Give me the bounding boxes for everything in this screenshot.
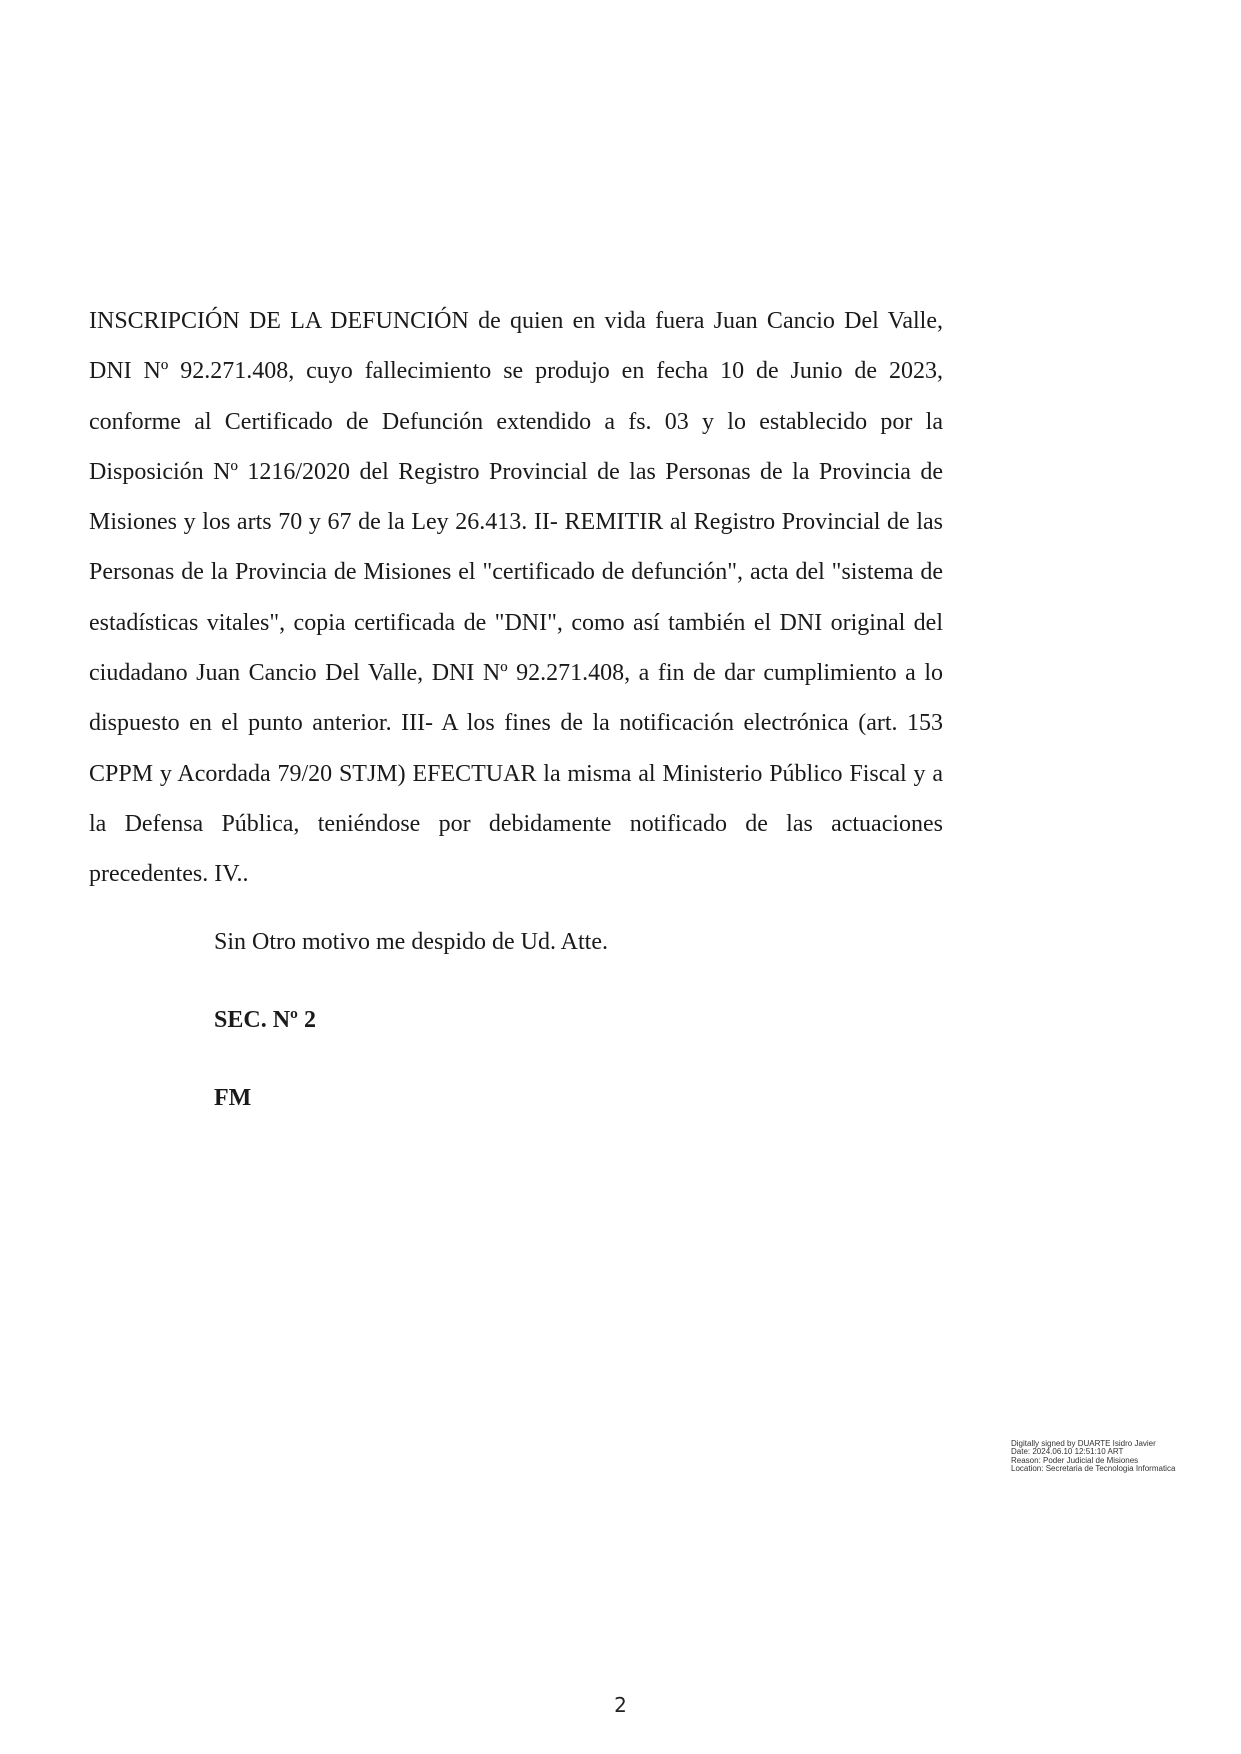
body-paragraph xyxy=(89,296,943,900)
signature-signed-by: Digitally signed by DUARTE Isidro Javier xyxy=(1011,1439,1156,1448)
paragraph-rest: de quien en vida fuera Juan Cancio Del Valle, DNI Nº 92.271.408, cuyo fallecimiento se produjo en fecha 10 de Junio de 2023, conforme al Certificado de Defunción extendido a fs. 03 y lo establecido por la Disposición Nº 1216/2020 del Registro Provincial de las Personas de la Provincia de Misiones y los arts 70 y 67 de la Ley 26.413. II- REMITIR al Registro Provincial de las Personas de la Provincia de Misiones el "certificado de defunción", acta del "sistema de estadísticas vitales", copia certificada de "DNI", como así también el DNI original del ciudadano Juan Cancio Del Valle, DNI Nº 92.271.408, a fin de dar cumplimiento a lo dispuesto en el punto anterior. III- A los fines de la notificación electrónica (art. 153 CPPM y Acordada 79/20 STJM) EFECTUAR la misma al Ministerio Público Fiscal y a la Defensa Pública, teniéndose por debidamente notificado de las actuaciones precedentes. IV.. xyxy=(89,308,943,888)
secretary-number: SEC. Nº 2 xyxy=(214,1007,316,1033)
author-initials: FM xyxy=(214,1085,252,1111)
signature-reason: Reason: Poder Judicial de Misiones xyxy=(1011,1455,1139,1465)
page-number: 2 xyxy=(614,1693,627,1717)
closing-line: Sin Otro motivo me despido de Ud. Atte. xyxy=(214,929,608,955)
signature-date: Date: 2024.06.10 12:51:10 ART xyxy=(1011,1447,1124,1457)
digital-signature-block xyxy=(1011,1440,1181,1474)
signature-location: Location: Secretaria de Tecnologia Informatica xyxy=(1011,1464,1176,1474)
paragraph-lead: INSCRIPCIÓN DE LA DEFUNCIÓN xyxy=(89,308,469,334)
